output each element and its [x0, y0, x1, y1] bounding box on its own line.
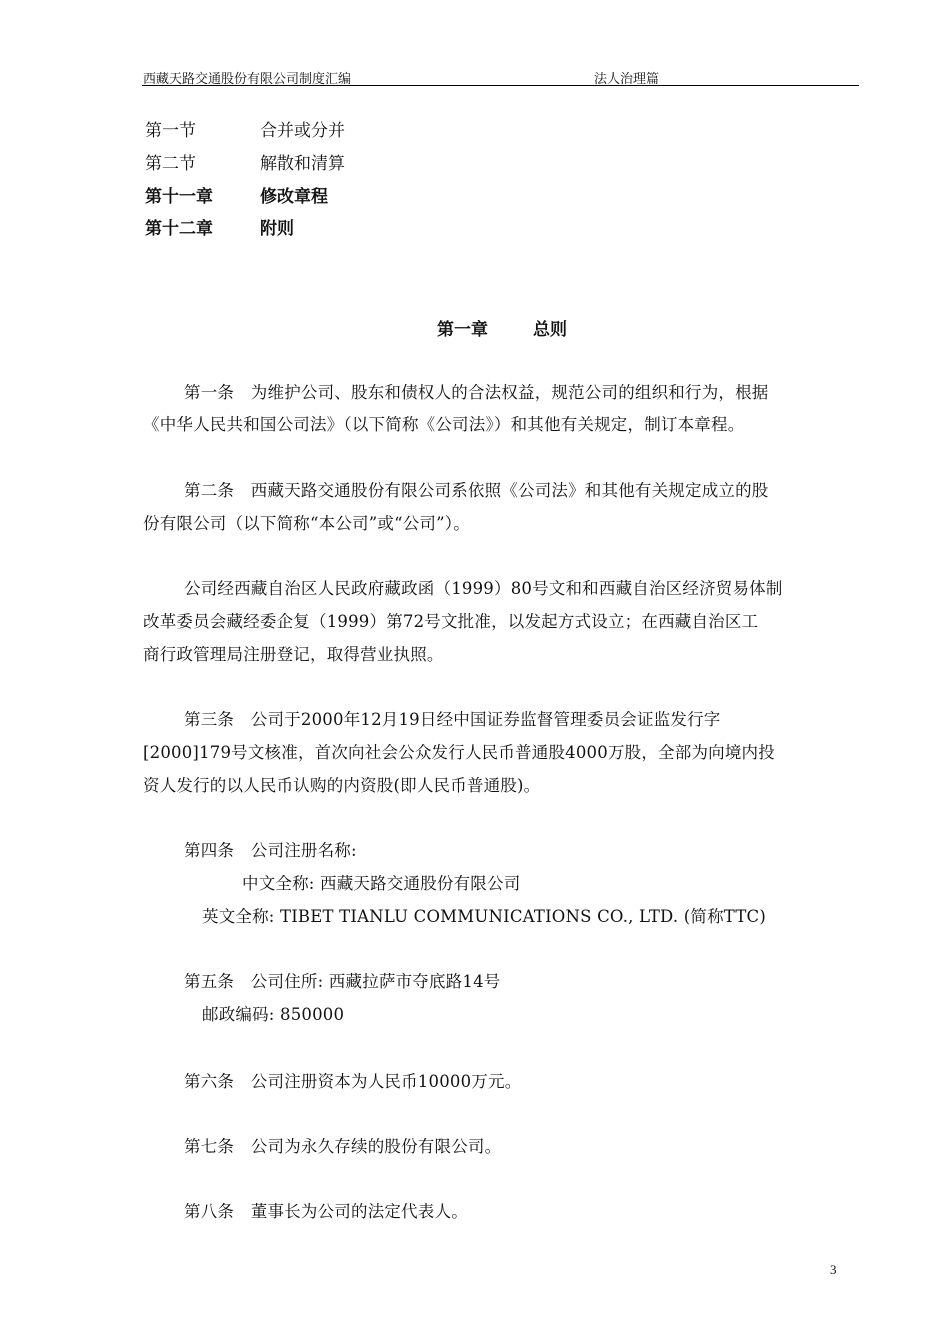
- toc-label: 第十二章: [145, 219, 213, 239]
- article-2-line-1: 第二条 西藏天路交通股份有限公司系依照《公司法》和其他有关规定成立的股: [184, 481, 769, 500]
- postal-code-line: 邮政编码: 850000: [202, 1005, 345, 1024]
- paragraph-line: 商行政管理局注册登记，取得营业执照。: [143, 645, 444, 664]
- article-6-line: 第六条 公司注册资本为人民币10000万元。: [184, 1072, 522, 1091]
- article-1-line-2: 《中华人民共和国公司法》（以下简称《公司法》）和其他有关规定，制订本章程。: [143, 415, 745, 434]
- article-7-line: 第七条 公司为永久存续的股份有限公司。: [184, 1137, 502, 1156]
- toc-title: 附则: [260, 219, 294, 239]
- header-right: 法人治理篇: [594, 72, 660, 87]
- chapter-label: 第一章: [437, 320, 488, 340]
- chinese-name-line: 中文全称: 西藏天路交通股份有限公司: [242, 874, 521, 893]
- article-5-line: 第五条 公司住所: 西藏拉萨市夺底路14号: [184, 972, 501, 991]
- paragraph-line: 改革委员会藏经委企复（1999）第72号文批准，以发起方式设立；在西藏自治区工: [143, 612, 759, 631]
- article-3-line-3: 资人发行的以人民币认购的内资股(即人民币普通股)。: [143, 776, 541, 795]
- article-1-line-1: 第一条 为维护公司、股东和债权人的合法权益，规范公司的组织和行为，根据: [184, 383, 769, 402]
- toc-label: 第二节: [145, 154, 196, 174]
- page-number: 3: [830, 1262, 837, 1277]
- paragraph-line: 公司经西藏自治区人民政府藏政函（1999）80号文和和西藏自治区经济贸易体制: [184, 579, 783, 598]
- article-4-line: 第四条 公司注册名称:: [184, 841, 357, 860]
- header-rule: [142, 85, 859, 86]
- chapter-title: 总则: [533, 320, 567, 340]
- toc-title: 修改章程: [260, 187, 328, 207]
- header-left: 西藏天路交通股份有限公司制度汇编: [143, 72, 352, 87]
- toc-title: 解散和清算: [260, 154, 345, 174]
- toc-title: 合并或分并: [260, 121, 345, 141]
- toc-label: 第十一章: [145, 187, 213, 207]
- toc-label: 第一节: [145, 121, 196, 141]
- article-2-line-2: 份有限公司（以下简称“本公司”或“公司”）。: [143, 514, 470, 533]
- article-8-line: 第八条 董事长为公司的法定代表人。: [184, 1202, 468, 1221]
- article-3-line-1: 第三条 公司于2000年12月19日经中国证券监督管理委员会证监发行字: [184, 710, 721, 729]
- article-3-line-2: [2000]179号文核准，首次向社会公众发行人民币普通股4000万股，全部为向境内投: [143, 743, 775, 762]
- english-name-line: 英文全称: TIBET TIANLU COMMUNICATIONS CO., LTD. (简称TTC): [202, 907, 766, 926]
